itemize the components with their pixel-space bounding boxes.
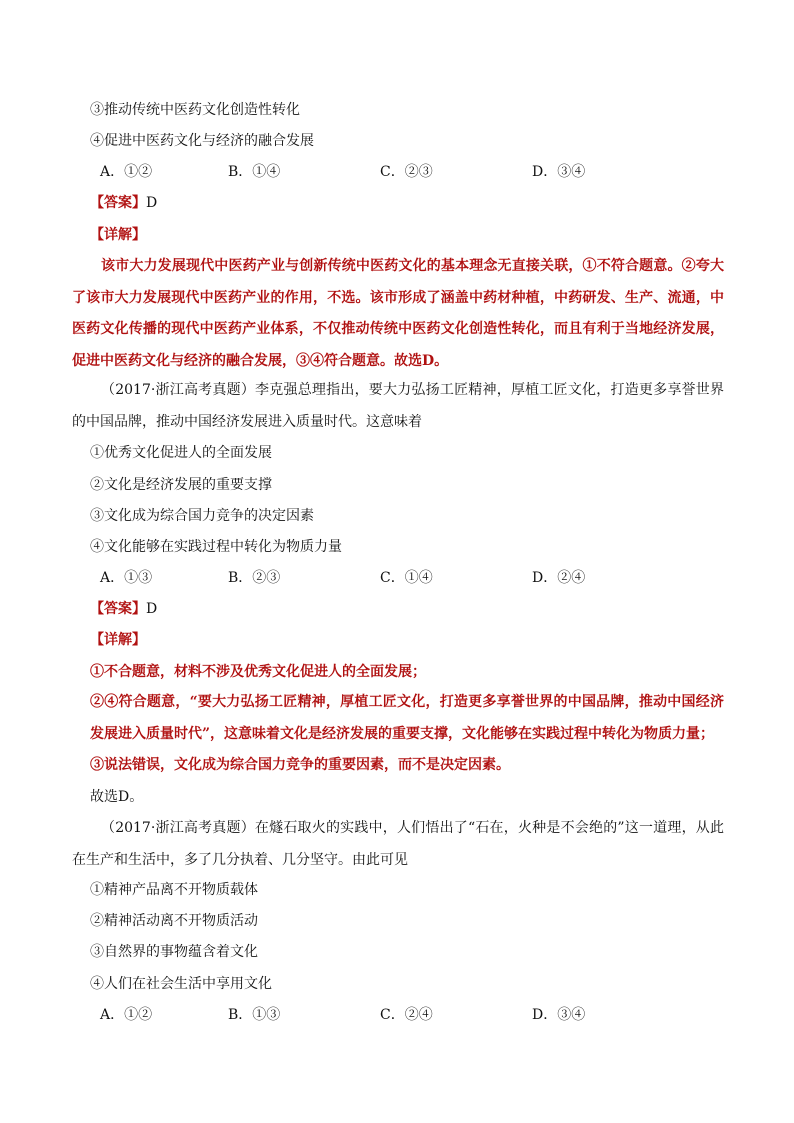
q2-explain-3: ③说法错误，文化成为综合国力竞争的重要因素，而不是决定因素。 bbox=[90, 757, 510, 773]
answer-label: 【答案】 bbox=[90, 601, 146, 617]
q3-option-b: B．①③ bbox=[228, 1007, 281, 1023]
q2-answer bbox=[90, 599, 157, 619]
q2-conclusion: 故选D。 bbox=[90, 789, 144, 805]
q2-option-c: C．①④ bbox=[380, 570, 433, 586]
q1-option-d: D．③④ bbox=[532, 164, 586, 180]
q3-option-d: D．③④ bbox=[532, 1007, 586, 1023]
q1-item-4: ④促进中医药文化与经济的融合发展 bbox=[90, 133, 314, 149]
answer-value: D bbox=[146, 195, 158, 211]
q3-stem-paragraph bbox=[72, 813, 724, 876]
q2-option-d: D．②④ bbox=[532, 570, 586, 586]
q3-item-4: ④人们在社会生活中享用文化 bbox=[90, 976, 272, 992]
q2-item-2: ②文化是经济发展的重要支撑 bbox=[90, 477, 272, 493]
q2-source: （2017·浙江高考真题） bbox=[101, 382, 256, 398]
q3-item-1: ①精神产品离不开物质载体 bbox=[90, 882, 258, 898]
q2-option-a: A．①③ bbox=[100, 570, 153, 586]
q3-stem: 在燧石取火的实践中，人们悟出了“石在，火种是不会绝的”这一道理，从此在生产和生活中，多了几分执着、几分坚守。由此可见 bbox=[72, 820, 724, 868]
q1-explanation: 该市大力发展现代中医药产业与创新传统中医药文化的基本理念无直接关联，①不符合题意。②夸大了该市大力发展现代中医药产业的作用，不选。该市形成了涵盖中药材种植，中药研发、生产、流通，中医药文化传播的现代中医药产业体系，不仅推动传统中医药文化创造性转化，而且有利于当地经济发展，促进中医药文化与经济的融合发展，③④符合题意。故选D。 bbox=[72, 258, 724, 369]
q2-stem-paragraph bbox=[72, 375, 724, 438]
q1-option-a: A．①② bbox=[100, 164, 153, 180]
answer-value: D bbox=[146, 601, 158, 617]
answer-label: 【答案】 bbox=[90, 195, 146, 211]
q3-option-a: A．①② bbox=[100, 1007, 153, 1023]
q2-item-3: ③文化成为综合国力竞争的决定因素 bbox=[90, 508, 314, 524]
q2-stem: 李克强总理指出，要大力弘扬工匠精神，厚植工匠文化，打造更多享誉世界的中国品牌，推动中国经济发展进入质量时代。这意味着 bbox=[72, 382, 724, 430]
q1-option-b: B．①④ bbox=[228, 164, 281, 180]
q2-detail-label: 【详解】 bbox=[90, 632, 146, 648]
q1-item-3: ③推动传统中医药文化创造性转化 bbox=[90, 102, 300, 118]
q1-detail-label: 【详解】 bbox=[90, 227, 146, 243]
q3-item-3: ③自然界的事物蕴含着文化 bbox=[90, 944, 258, 960]
q3-source: （2017·浙江高考真题） bbox=[101, 820, 255, 836]
q2-item-1: ①优秀文化促进人的全面发展 bbox=[90, 445, 272, 461]
q3-item-2: ②精神活动离不开物质活动 bbox=[90, 913, 258, 929]
q2-explain-2: ②④符合题意，“要大力弘扬工匠精神，厚植工匠文化，打造更多享誉世界的中国品牌，推动中国经济发展进入质量时代”，这意味着文化是经济发展的重要支撑，文化能够在实践过程中转化为物质力量； bbox=[90, 694, 724, 742]
q3-option-c: C．②④ bbox=[380, 1007, 433, 1023]
q2-option-b: B．②③ bbox=[228, 570, 281, 586]
q1-option-c: C．②③ bbox=[380, 164, 433, 180]
q1-answer bbox=[90, 193, 157, 213]
q2-item-4: ④文化能够在实践过程中转化为物质力量 bbox=[90, 539, 342, 555]
q2-explain-1: ①不合题意，材料不涉及优秀文化促进人的全面发展； bbox=[90, 664, 426, 680]
